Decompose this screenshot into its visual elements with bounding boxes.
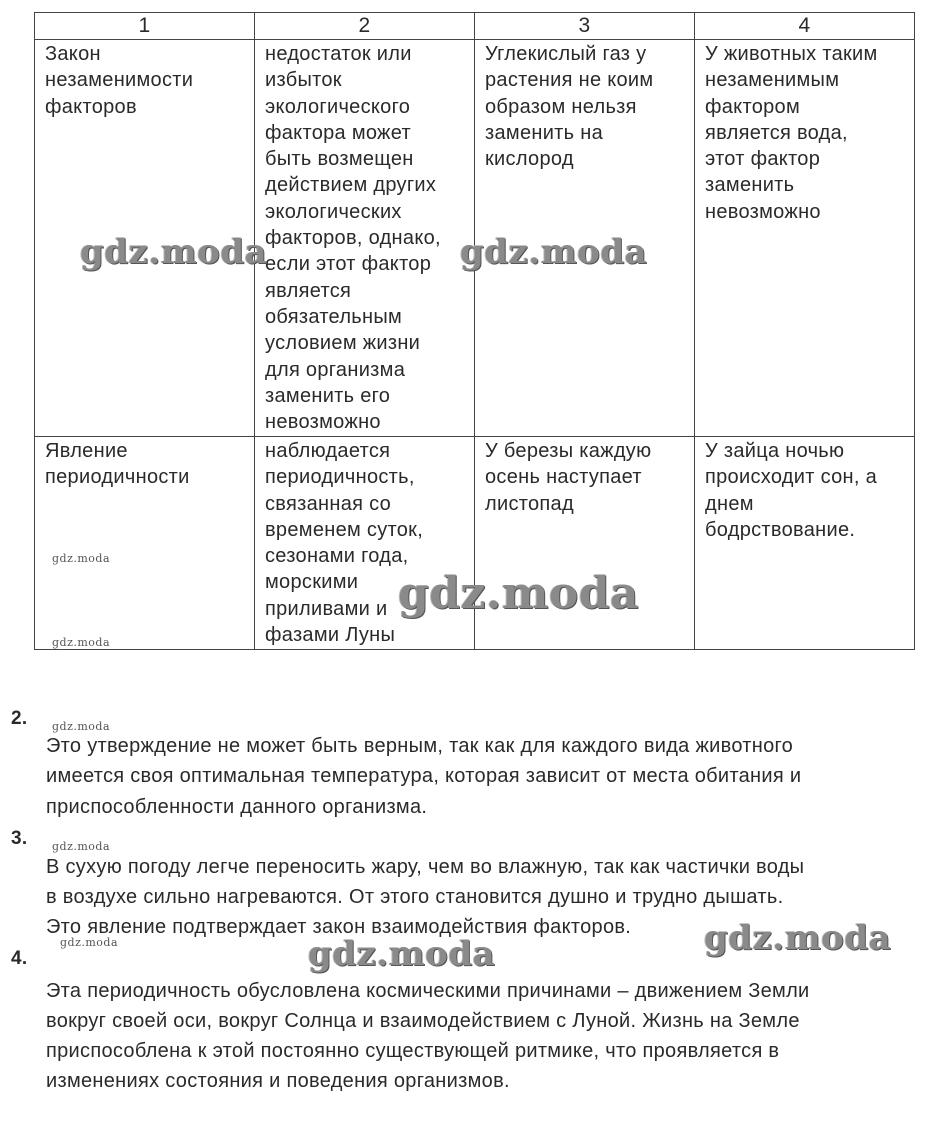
cell-plant-example — [475, 437, 695, 650]
answer-line: в воздухе сильно нагреваются. От этого становится душно и трудно дышать. — [46, 886, 784, 908]
cell-line: связанная со — [265, 492, 392, 515]
watermark: gdz.moda — [80, 232, 268, 272]
cell-line: фазами Луны — [265, 624, 396, 647]
cell-line: факторов — [45, 95, 137, 118]
cell-line: листопад — [485, 492, 574, 515]
cell-law-description — [255, 437, 475, 650]
cell-line: быть возмещен — [265, 148, 414, 171]
answer-line: приспособленности данного организма. — [46, 796, 428, 818]
cell-law-description — [255, 40, 475, 437]
cell-line: незаменимости — [45, 69, 194, 92]
cell-line: наблюдается — [265, 440, 391, 462]
column-header: 3 — [475, 13, 695, 40]
answer-line: Это явление подтверждает закон взаимодействия факторов. — [46, 916, 632, 938]
cell-line: незаменимым — [705, 69, 840, 92]
cell-line: обязательным — [265, 305, 403, 328]
answer-number: 4. — [11, 948, 28, 969]
cell-line: растения не коим — [485, 69, 654, 92]
cell-line: фактором — [705, 95, 801, 118]
cell-plant-example — [475, 40, 695, 437]
column-header: 4 — [695, 13, 915, 40]
answer-line: Это утверждение не может быть верным, так как для каждого вида животного — [46, 735, 794, 757]
cell-line: периодичность, — [265, 466, 415, 489]
cell-line: Закон — [45, 43, 101, 65]
cell-line: этот фактор — [705, 148, 821, 171]
cell-line: образом нельзя — [485, 95, 637, 118]
cell-line: недостаток или — [265, 43, 412, 65]
cell-line: временем суток, — [265, 518, 424, 541]
answer-number: 3. — [11, 828, 28, 849]
cell-line: Явление — [45, 440, 128, 462]
cell-line: морскими — [265, 571, 359, 594]
cell-line: для организма — [265, 358, 406, 381]
cell-line: периодичности — [45, 466, 190, 489]
answer-line: имеется своя оптимальная температура, которая зависит от места обитания и — [46, 765, 802, 787]
watermark: gdz.moda — [52, 552, 111, 565]
cell-line: невозможно — [265, 411, 381, 434]
cell-line: Углекислый газ у — [485, 43, 647, 65]
cell-line: днем — [705, 492, 754, 515]
cell-line: действием других — [265, 174, 437, 197]
cell-line: факторов, однако, — [265, 227, 441, 250]
cell-animal-example — [695, 437, 915, 650]
answer-line: В сухую погоду легче переносить жару, чем во влажную, так как частички воды — [46, 856, 805, 878]
cell-law-name — [35, 40, 255, 437]
cell-line: невозможно — [705, 200, 821, 223]
cell-line: осень наступает — [485, 466, 642, 489]
cell-line: сезонами года, — [265, 545, 409, 568]
cell-line: заменить — [705, 174, 795, 197]
column-header: 1 — [35, 13, 255, 40]
answer-line: вокруг своей оси, вокруг Солнца и взаимодействием с Луной. Жизнь на Земле — [46, 1010, 800, 1032]
cell-line: кислород — [485, 148, 574, 171]
cell-animal-example — [695, 40, 915, 437]
cell-line: приливами и — [265, 597, 388, 620]
cell-line: является — [265, 279, 352, 302]
watermark: gdz.moda — [398, 568, 640, 619]
watermark: gdz.moda — [460, 232, 648, 272]
cell-line: У березы каждую — [485, 440, 652, 462]
cell-line: бодрствование. — [705, 518, 856, 541]
watermark: gdz.moda — [52, 720, 111, 733]
cell-line: заменить его — [265, 384, 391, 407]
cell-line: условием жизни — [265, 332, 421, 355]
cell-line: происходит сон, а — [705, 466, 877, 489]
cell-line: фактора может — [265, 121, 411, 144]
watermark: gdz.moda — [60, 936, 119, 949]
watermark: gdz.moda — [704, 918, 892, 958]
cell-line: У животных таким — [705, 43, 878, 65]
answer-number: 2. — [11, 708, 28, 729]
watermark: gdz.moda — [308, 934, 496, 974]
cell-law-name — [35, 437, 255, 650]
column-header: 2 — [255, 13, 475, 40]
table-row — [35, 40, 915, 437]
cell-line: если этот фактор — [265, 253, 432, 276]
cell-line: У зайца ночью — [705, 440, 845, 462]
answer-line: Эта периодичность обусловлена космическими причинами – движением Земли — [46, 980, 810, 1002]
table-row — [35, 437, 915, 650]
cell-line: экологических — [265, 200, 402, 223]
answer-line: изменениях состояния и поведения организмов. — [46, 1070, 510, 1092]
cell-line: заменить на — [485, 121, 603, 144]
answer-table — [34, 12, 915, 650]
watermark: gdz.moda — [52, 840, 111, 853]
answer-line: приспособлена к этой постоянно существующей ритмике, что проявляется в — [46, 1040, 780, 1062]
cell-line: избыток — [265, 69, 342, 92]
table-header-row — [35, 13, 915, 40]
watermark: gdz.moda — [52, 636, 111, 649]
cell-line: является вода, — [705, 121, 848, 144]
cell-line: экологического — [265, 95, 411, 118]
